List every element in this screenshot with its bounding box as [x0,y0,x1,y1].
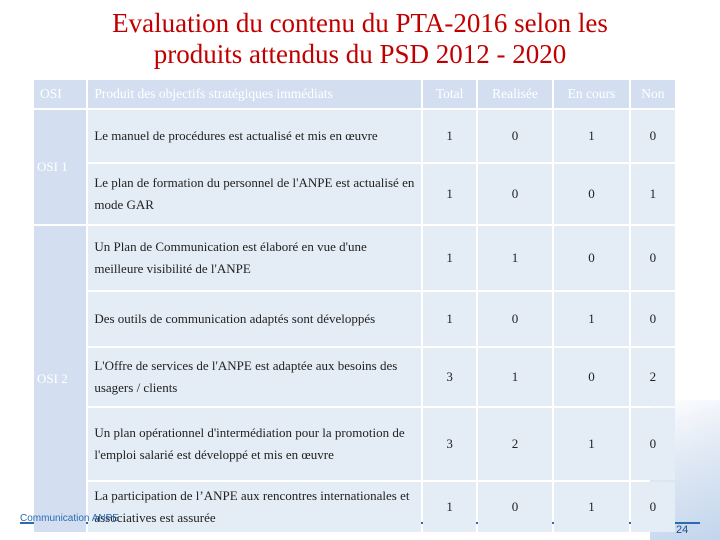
en-cours-cell: 1 [554,292,628,346]
title-line-1: Evaluation du contenu du PTA-2016 selon les [112,8,608,38]
en-cours-cell: 0 [554,348,628,406]
en-cours-cell: 1 [554,408,628,480]
realisee-cell: 1 [478,348,552,406]
produit-cell: Le plan de formation du personnel de l'ANPE est actualisé en mode GAR [88,164,421,224]
osi-group-label: OSI 1 [34,110,86,224]
non-cell: 0 [631,292,675,346]
realisee-cell: 0 [478,164,552,224]
non-cell: 0 [631,110,675,162]
table-row [34,482,675,532]
table-row [34,164,675,224]
header-osi: OSI [34,80,86,108]
produit-cell: Un plan opérationnel d'intermédiation pour la promotion de l'emploi salarié est développé et mis en œuvre [88,408,421,480]
total-cell: 3 [423,348,475,406]
total-cell: 1 [423,164,475,224]
total-cell: 1 [423,482,475,532]
page-number: 24 [676,524,689,536]
total-cell: 1 [423,292,475,346]
header-non: Non [631,80,675,108]
header-en-cours: En cours [554,80,628,108]
en-cours-cell: 0 [554,164,628,224]
realisee-cell: 1 [478,226,552,290]
non-cell: 1 [631,164,675,224]
produit-cell: Le manuel de procédures est actualisé et mis en œuvre [88,110,421,162]
non-cell: 0 [631,482,675,532]
non-cell: 2 [631,348,675,406]
total-cell: 1 [423,226,475,290]
realisee-cell: 0 [478,482,552,532]
en-cours-cell: 1 [554,110,628,162]
table-row [34,292,675,346]
realisee-cell: 0 [478,292,552,346]
non-cell: 0 [631,226,675,290]
table-row [34,408,675,480]
total-cell: 3 [423,408,475,480]
produit-cell: L'Offre de services de l'ANPE est adaptée aux besoins des usagers / clients [88,348,421,406]
table-row [34,348,675,406]
realisee-cell: 2 [478,408,552,480]
table-row [34,110,675,162]
title-line-2: produits attendus du PSD 2012 - 2020 [153,39,567,69]
produit-cell: Des outils de communication adaptés sont développés [88,292,421,346]
header-total: Total [423,80,475,108]
en-cours-cell: 0 [554,226,628,290]
realisee-cell: 0 [478,110,552,162]
en-cours-cell: 1 [554,482,628,532]
produit-cell: La participation de l’ANPE aux rencontres internationales et associatives est assurée [88,482,421,532]
footer-text: Communication ANPE [20,513,119,524]
evaluation-table [32,78,677,534]
header-produit: Produit des objectifs stratégiques immédiats [88,80,421,108]
total-cell: 1 [423,110,475,162]
table-row [34,226,675,290]
table-header-row [34,80,675,108]
osi-group-label: OSI 2 [34,226,86,532]
page-title [40,8,680,70]
non-cell: 0 [631,408,675,480]
produit-cell: Un Plan de Communication est élaboré en vue d'une meilleure visibilité de l'ANPE [88,226,421,290]
header-realisee: Realisée [478,80,552,108]
